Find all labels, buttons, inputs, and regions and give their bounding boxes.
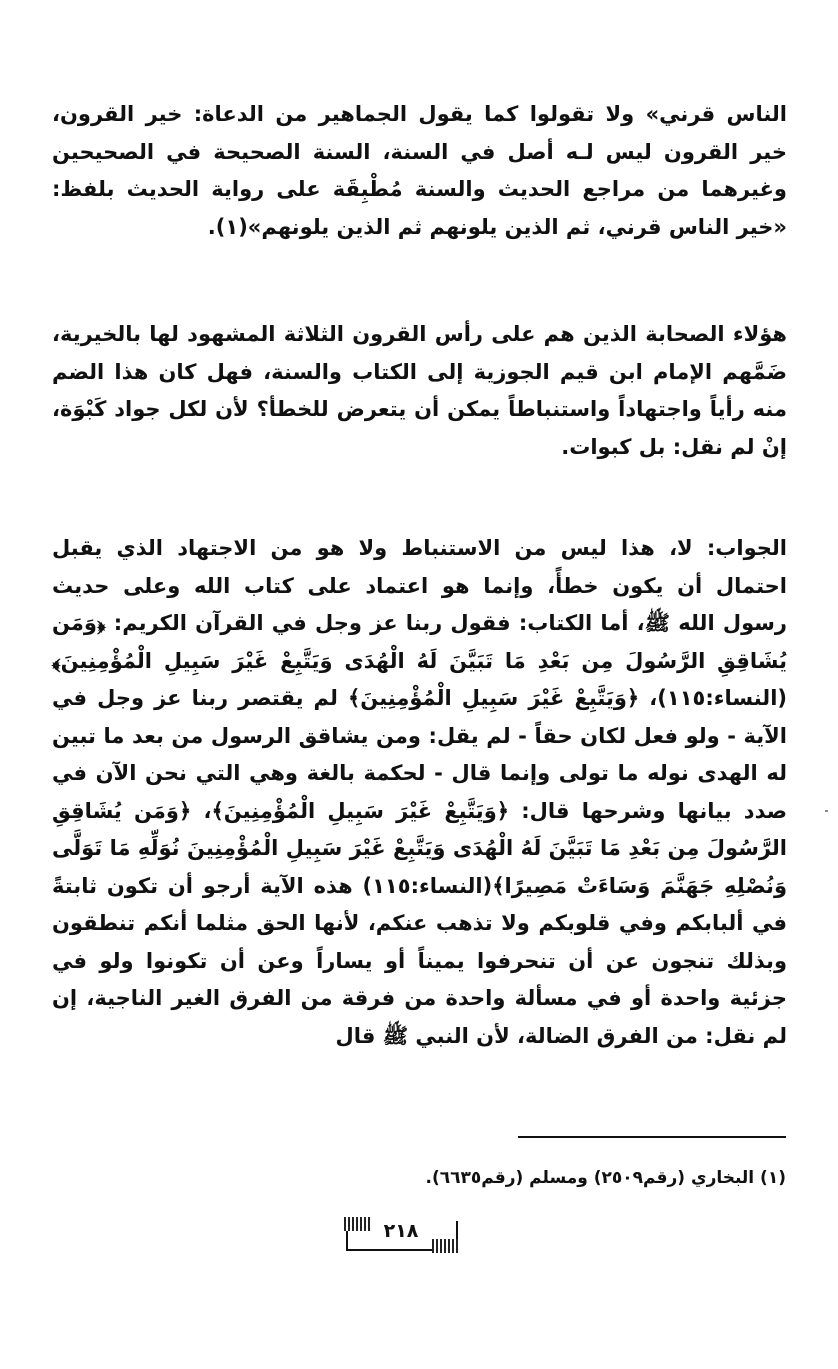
paragraph-2: هؤلاء الصحابة الذين هم على رأس القرون الثلاثة المشهود لها بالخيرية، ضَمَّهم الإمام ابن قيم الجوزية إلى الكتاب والسنة، فهل كان هذا الضم منه رأياً واجتهاداً واستنباطاً يمكن أن يتعرض للخطأ؟ لأن لكل جواد كَبْوَة، إنْ لم نقل: بل كبوات. <box>52 322 787 459</box>
footnote-separator <box>518 1136 786 1138</box>
paragraph-1: الناس قرني» ولا تقولوا كما يقول الجماهير من الدعاة: خير القرون، خير القرون ليس لـه أصل في السنة، السنة الصحيحة في الصحيحين وغيرهما من مراجع الحديث والسنة مُطْبِقَة على رواية الحديث بلفظ: «خير الناس قرني، ثم الذين يلونهم ثم الذين يلونهم»(١). <box>52 102 787 239</box>
paragraph-3: الجواب: لا، هذا ليس من الاستنباط ولا هو من الاجتهاد الذي يقبل احتمال أن يكون خطأً، وإنما هو اعتماد على كتاب الله وعلى حديث رسول الله ﷺ، أما الكتاب: فقول ربنا عز وجل في القرآن الكريم: ﴿وَمَن يُشَاقِقِ الرَّسُولَ مِن بَعْدِ مَا تَبَيَّنَ لَهُ الْهُدَى وَيَتَّبِعْ غَيْرَ سَبِيلِ الْمُؤْمِنِينَ﴾(النساء:١١٥)، ﴿وَيَتَّبِعْ غَيْرَ سَبِيلِ الْمُؤْمِنِينَ﴾ لم يقتصر ربنا عز وجل في الآية - ولو فعل لكان حقاً - لم يقل: ومن يشاقق الرسول من بعد ما تبين له الهدى نوله ما تولى وإنما قال - لحكمة بالغة وهي التي نحن الآن في صدد بيانها وشرحها قال: ﴿وَيَتَّبِعْ غَيْرَ سَبِيلِ الْمُؤْمِنِينَ﴾، ﴿وَمَن يُشَاقِقِ الرَّسُولَ مِن بَعْدِ مَا تَبَيَّنَ لَهُ الْهُدَى وَيَتَّبِعْ غَيْرَ سَبِيلِ الْمُؤْمِنِينَ نُوَلِّهِ مَا تَوَلَّى وَنُصْلِهِ جَهَنَّمَ وَسَاءَتْ مَصِيرًا﴾(النساء:١١٥) هذه الآية أرجو أن تكون ثابتةً في ألبابكم وفي قلوبكم ولا تذهب عنكم، لأنها الحق مثلما أنكم تنطقون وبذلك تنجون عن أن تنحرفوا يميناً أو يساراً وعن أن تكونوا ولو في جزئية واحدة أو في مسألة واحدة من فرقة من الفرق الغير الناجية، إن لم نقل: من الفرق الضالة، لأن النبي ﷺ قال <box>52 536 787 1048</box>
scan-speck <box>825 810 828 812</box>
page-number-frame <box>346 1217 456 1251</box>
footnote: (١) البخاري (رقم٢٥٠٩) ومسلم (رقم٦٦٣٥). <box>425 1168 786 1188</box>
page-number: ٢١٨ <box>383 1220 419 1242</box>
